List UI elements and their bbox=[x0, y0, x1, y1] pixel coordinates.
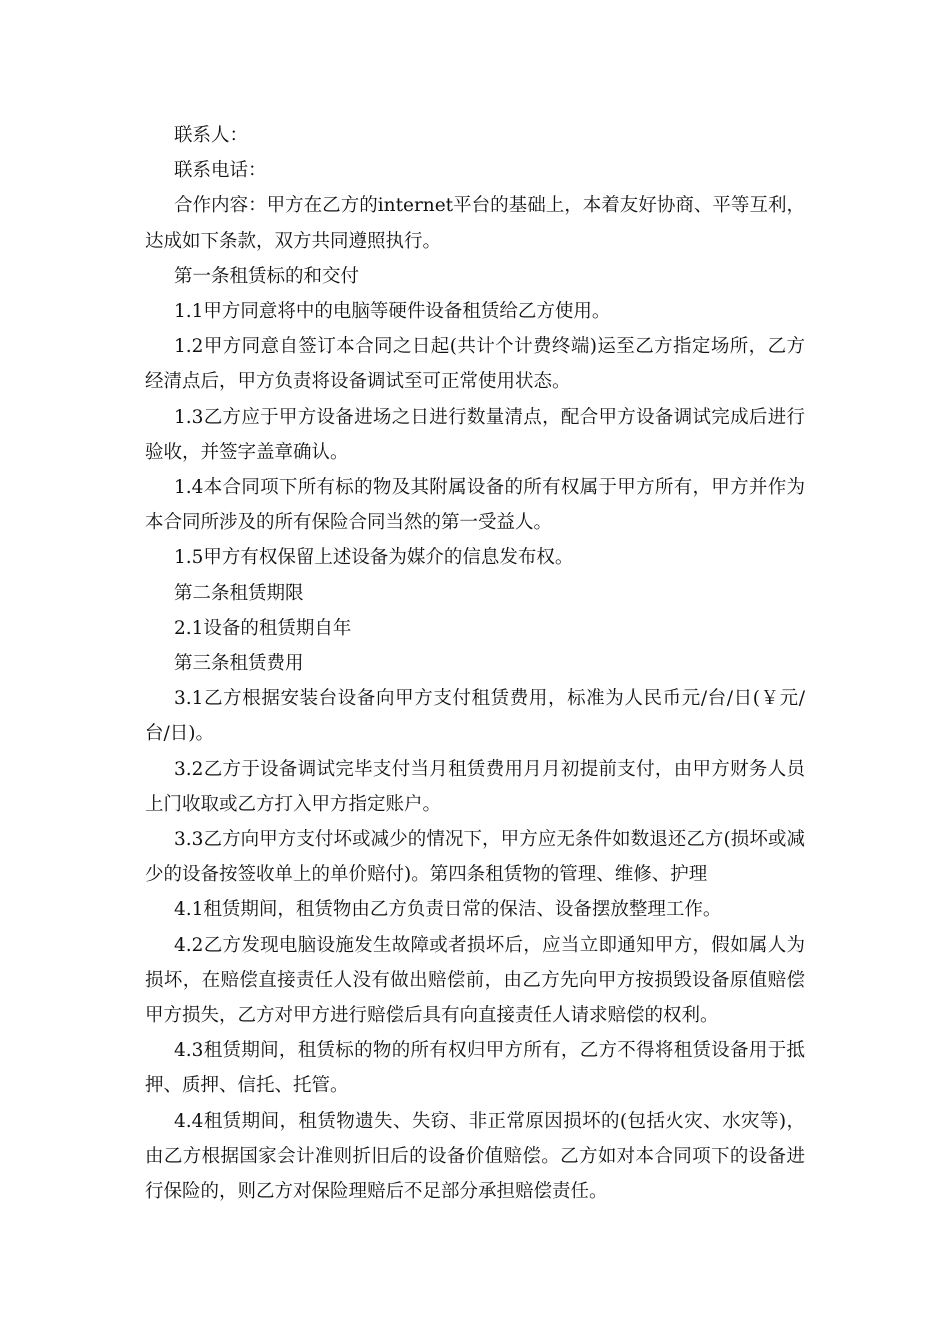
clause-1-3: 1.3乙方应于甲方设备进场之日进行数量清点，配合甲方设备调试完成后进行验收，并签字盖章确认。 bbox=[145, 406, 805, 463]
clause-1-1: 1.1甲方同意将中的电脑等硬件设备租赁给乙方使用。 bbox=[174, 301, 611, 323]
clause-1-5: 1.5甲方有权保留上述设备为媒介的信息发布权。 bbox=[174, 547, 574, 569]
article-1-heading: 第一条租赁标的和交付 bbox=[174, 265, 360, 287]
clause-4-4: 4.4租赁期间，租赁物遗失、失窃、非正常原因损坏的(包括火灾、水灾等)，由乙方根据国家会计准则折旧后的设备价值赔偿。乙方如对本合同项下的设备进行保险的，则乙方对保险理赔后不足部分承担赔偿责任。 bbox=[145, 1110, 805, 1203]
clause-4-2: 4.2乙方发现电脑设施发生故障或者损坏后，应当立即通知甲方，假如属人为损坏，在赔偿直接责任人没有做出赔偿前，由乙方先向甲方按损毁设备原值赔偿甲方损失，乙方对甲方进行赔偿后具有向直接责任人请求赔偿的权利。 bbox=[145, 934, 805, 1027]
clause-4-1: 4.1租赁期间，租赁物由乙方负责日常的保洁、设备摆放整理工作。 bbox=[174, 899, 722, 921]
clause-1-2: 1.2甲方同意自签订本合同之日起(共计个计费终端)运至乙方指定场所，乙方经清点后，甲方负责将设备调试至可正常使用状态。 bbox=[145, 336, 805, 393]
clause-4-3: 4.3租赁期间，租赁标的物的所有权归甲方所有，乙方不得将租赁设备用于抵押、质押、信托、托管。 bbox=[145, 1040, 805, 1097]
contact-person: 联系人： bbox=[174, 125, 249, 146]
clause-3-3: 3.3乙方向甲方支付坏或减少的情况下，甲方应无条件如数退还乙方(损坏或减少的设备按签收单上的单价赔付)。第四条租赁物的管理、维修、护理 bbox=[145, 829, 805, 886]
contact-phone: 联系电话： bbox=[174, 160, 267, 182]
clause-3-2: 3.2乙方于设备调试完毕支付当月租赁费用月月初提前支付，由甲方财务人员上门收取或乙方打入甲方指定账户。 bbox=[145, 758, 805, 815]
clause-3-1: 3.1乙方根据安装台设备向甲方支付租赁费用，标准为人民币元/台/日(￥元/台/日)。 bbox=[145, 688, 805, 745]
document-body bbox=[145, 118, 805, 1209]
clause-1-4: 1.4本合同项下所有标的物及其附属设备的所有权属于甲方所有，甲方并作为本合同所涉及的所有保险合同当然的第一受益人。 bbox=[145, 477, 805, 534]
clause-2-1: 2.1设备的租赁期自年 bbox=[174, 617, 352, 639]
article-2-heading: 第二条租赁期限 bbox=[174, 582, 304, 604]
cooperation-content: 合作内容：甲方在乙方的internet平台的基础上，本着友好协商、平等互利，达成如下条款，双方共同遵照执行。 bbox=[145, 195, 805, 252]
article-3-heading: 第三条租赁费用 bbox=[174, 653, 304, 675]
